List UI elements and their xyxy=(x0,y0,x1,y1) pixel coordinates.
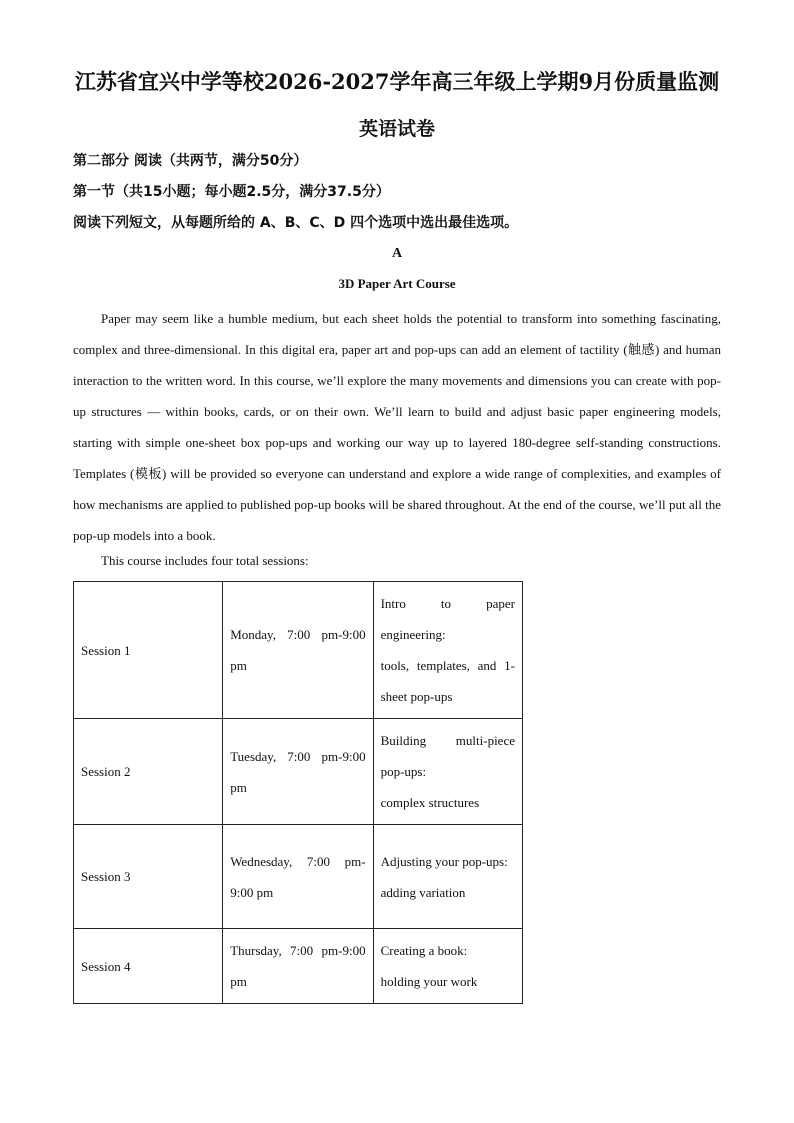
session-topic: Creating a book: xyxy=(380,943,468,958)
table-row xyxy=(74,825,523,929)
session-name: Session 3 xyxy=(74,825,223,929)
session-time: Wednesday, 7:00 pm-9:00 pm xyxy=(223,825,373,929)
passage-paragraph: Paper may seem like a humble medium, but each sheet holds the potential to transform into something fascinating, complex and three-dimensional. In this digital era, paper art and pop-ups can add an element of tactility (触感) and human interaction to the written word. In this course, we’ll explore the many movements and dimensions you can create with pop-up structures — within books, cards, or on their own. We’ll learn to build and adjust basic paper engineering models, starting with simple one-sheet box pop-ups and working our way up to layered 180-degree self-standing constructions. Templates (模板) will be provided so everyone can understand and explore a wide range of complexities, and examples of how mechanisms are applied to published pop-up books will be shared throughout. At the end of the course, we’ll put all the pop-up models into a book. xyxy=(73,311,721,543)
session-topic: Adjusting your pop-ups: xyxy=(380,853,508,869)
table-row xyxy=(74,582,523,719)
table-row xyxy=(74,929,523,1004)
session-detail: complex structures xyxy=(380,795,480,810)
session-name: Session 2 xyxy=(74,719,223,825)
table-intro: This course includes four total sessions: xyxy=(101,553,309,568)
session-detail: tools, templates, and 1-sheet pop-ups xyxy=(380,658,515,704)
passage-letter: A xyxy=(391,246,403,261)
session-time: Thursday, 7:00 pm-9:00 pm xyxy=(223,929,373,1004)
session-detail: holding your work xyxy=(380,974,478,989)
section-heading: 第一节（共15小题；每小题2.5分，满分37.5分） xyxy=(73,184,390,200)
table-row xyxy=(74,719,523,825)
session-topic-cell xyxy=(373,719,522,825)
session-time: Monday, 7:00 pm-9:00 pm xyxy=(223,582,373,719)
session-topic: Intro to paper engineering: xyxy=(380,596,515,642)
session-name: Session 4 xyxy=(74,929,223,1004)
exam-title: 江苏省宜兴中学等校2026-2027学年高三年级上学期9月份质量监测 xyxy=(74,69,720,94)
directions: 阅读下列短文，从每题所给的 A、B、C、D 四个选项中选出最佳选项。 xyxy=(73,215,519,231)
session-detail: adding variation xyxy=(380,884,466,900)
session-table xyxy=(73,581,523,1004)
session-topic-cell xyxy=(373,582,522,719)
session-topic-cell xyxy=(373,825,522,929)
exam-subtitle: 英语试卷 xyxy=(358,118,435,140)
part-heading: 第二部分 阅读（共两节，满分50分） xyxy=(73,153,308,169)
session-time: Tuesday, 7:00 pm-9:00 pm xyxy=(223,719,373,825)
session-name: Session 1 xyxy=(74,582,223,719)
session-topic: Building multi-piece pop-ups: xyxy=(380,733,515,779)
passage-title: 3D Paper Art Course xyxy=(338,276,456,291)
session-topic-cell xyxy=(373,929,522,1004)
